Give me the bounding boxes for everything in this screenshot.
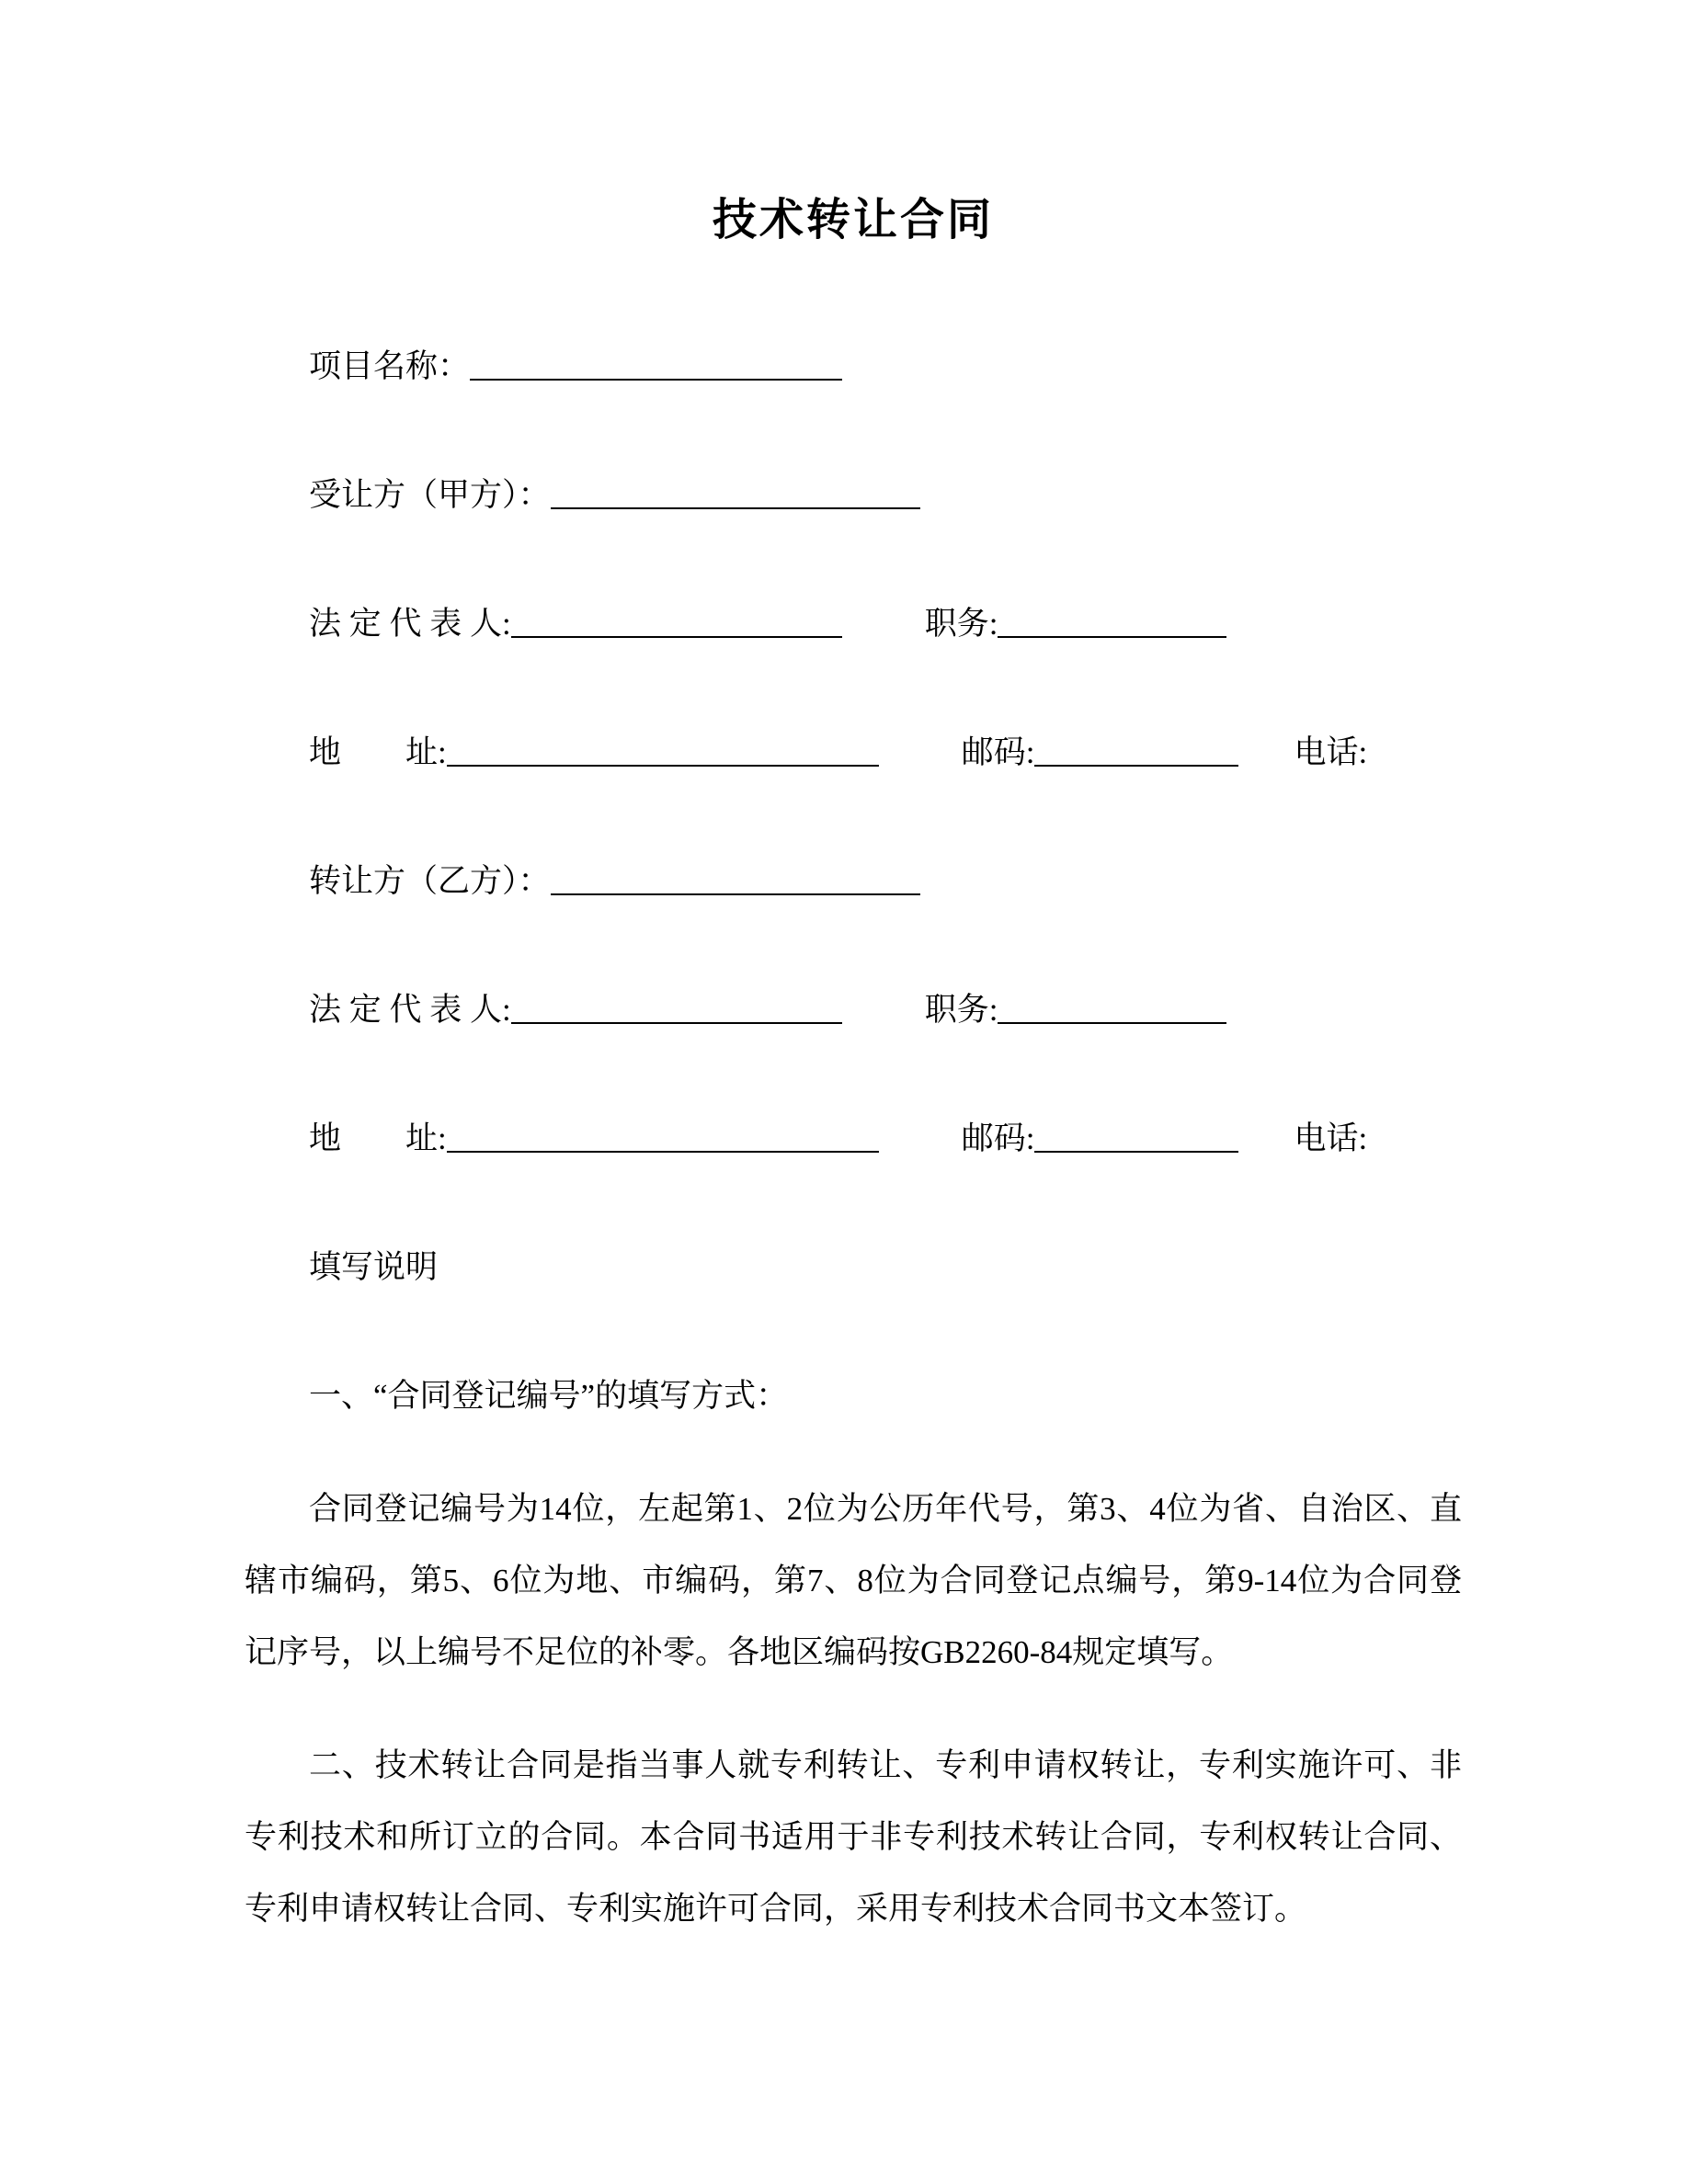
notes-section1-title-text: 一、“合同登记编号”的填写方式： xyxy=(309,1378,789,1414)
notes-section2-body: 二、技术转让合同是指当事人就专利转让、专利申请权转让，专利实施许可、非专利技术和所订立的合同。本合同书适用于非专利技术转让合同，专利权转让合同、专利申请权转让合同、专利实施许可合同，采用专利技术合同书文本签订。 xyxy=(245,1747,1462,1927)
legal-rep-b-label: 法 定 代 表 人: xyxy=(309,992,511,1028)
legal-rep-a-label: 法 定 代 表 人: xyxy=(309,606,511,642)
project-name-blank xyxy=(470,351,842,381)
postcode-a-blank xyxy=(1034,737,1238,767)
notes-section1-title xyxy=(245,1374,1462,1418)
notes-heading-text: 填写说明 xyxy=(309,1249,439,1285)
phone-a-label: 电话: xyxy=(1294,734,1368,770)
project-name-label: 项目名称： xyxy=(309,348,471,384)
notes-section1-body: 合同登记编号为14位，左起第1、2位为公历年代号，第3、4位为省、自治区、直辖市编码，第5、6位为地、市编码，第7、8位为合同登记点编号，第9-14位为合同登记序号，以上编号不足位的补零。各地区编码按GB2260-84规定填写。 xyxy=(245,1491,1462,1670)
form-row-legal-rep-a xyxy=(245,602,1462,646)
address-a-label: 地 址: xyxy=(309,734,447,770)
party-a-label: 受让方（甲方）： xyxy=(309,477,551,513)
party-a-blank xyxy=(551,480,920,509)
document-title: 技术转让合同 xyxy=(712,196,994,245)
position-b-label: 职务: xyxy=(924,992,998,1028)
position-a-label: 职务: xyxy=(924,606,998,642)
position-a-blank xyxy=(998,609,1226,638)
party-b-label: 转让方（乙方）： xyxy=(309,863,551,899)
form-row-party-a xyxy=(245,473,1462,518)
phone-b-label: 电话: xyxy=(1294,1120,1368,1156)
address-a-blank xyxy=(447,737,879,767)
position-b-blank xyxy=(998,995,1226,1024)
legal-rep-b-blank xyxy=(511,995,842,1024)
party-b-blank xyxy=(551,866,920,895)
postcode-b-label: 邮码: xyxy=(961,1120,1035,1156)
form-row-legal-rep-b xyxy=(245,988,1462,1032)
postcode-b-blank xyxy=(1034,1123,1238,1153)
form-row-project-name xyxy=(245,345,1462,389)
form-row-address-b xyxy=(245,1117,1462,1161)
form-row-address-a xyxy=(245,731,1462,775)
address-b-blank xyxy=(447,1123,879,1153)
address-b-label: 地 址: xyxy=(309,1120,447,1156)
legal-rep-a-blank xyxy=(511,609,842,638)
form-row-party-b xyxy=(245,859,1462,904)
postcode-a-label: 邮码: xyxy=(961,734,1035,770)
notes-heading xyxy=(245,1246,1462,1290)
